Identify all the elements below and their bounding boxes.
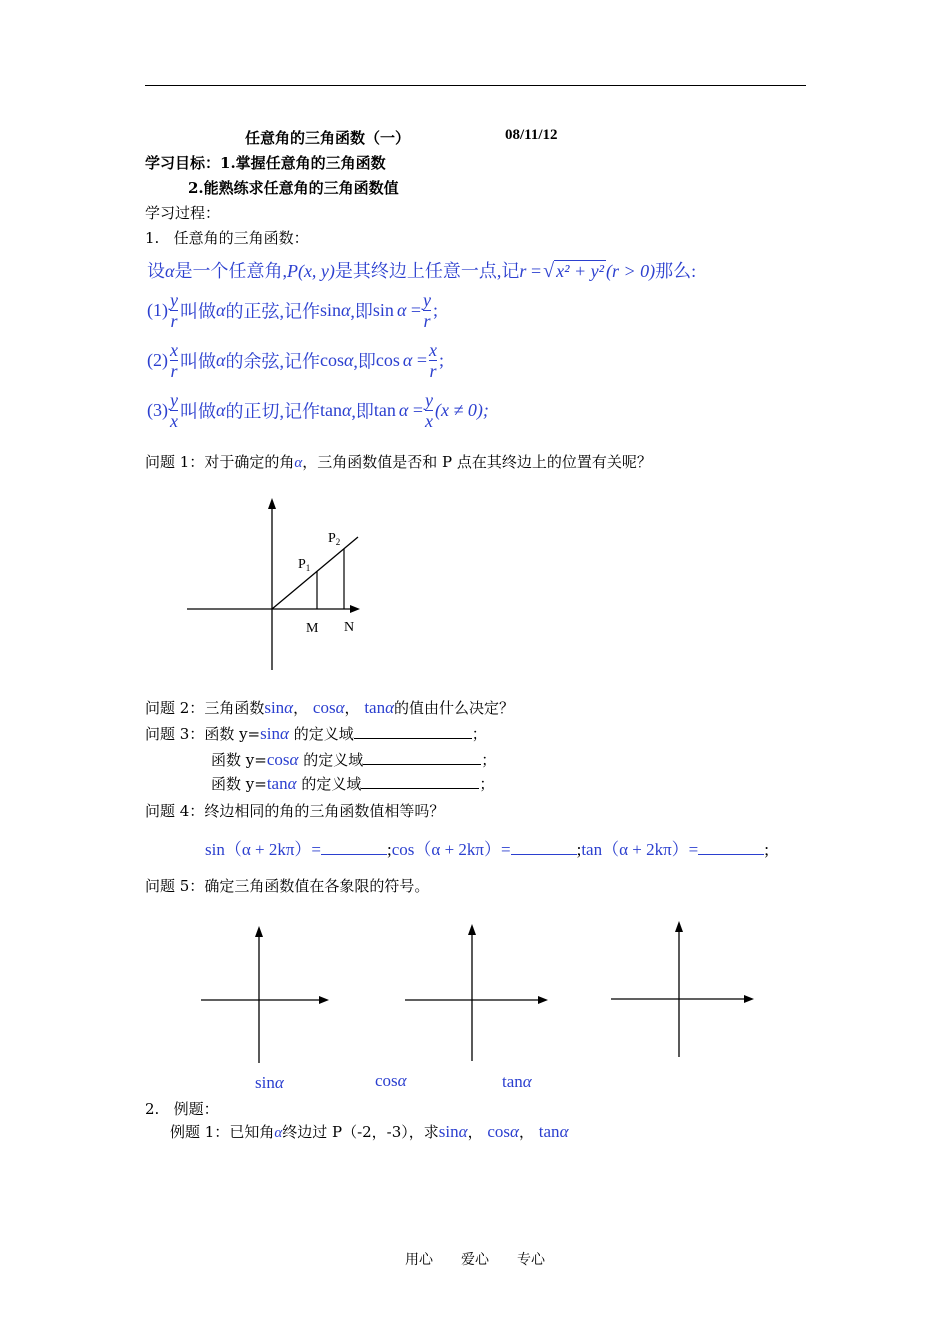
terminal-side-diagram [180, 490, 380, 675]
answer-blank[interactable] [321, 840, 387, 855]
label-n: N [344, 620, 355, 635]
sqrt-expression: √ x² + y² [543, 260, 604, 282]
def-row-cosine: (2) $\frac{x}{r}$ 叫做α的余弦,记作cosα,即cos α = $\frac{x}{r}$ ; [147, 340, 445, 381]
y-axis-arrow [675, 921, 683, 932]
objective-1: 1.掌握任意角的三角函数 [220, 154, 386, 172]
definition-line: 设α是一个任意角,P(x, y)是其终边上任意一点,记r = √ x² + y² (r > 0)那么: [147, 260, 697, 282]
sign-axes-sin [195, 920, 335, 1068]
periodicity-formulas: sin（α + 2kπ）= ;cos（α + 2kπ）= ;tan（α + 2kπ）= ; [205, 840, 769, 859]
answer-blank[interactable] [361, 774, 479, 789]
label-p2: $P_2$ [328, 531, 341, 547]
fraction: $\frac{y}{x}$ [170, 390, 178, 431]
objective-2: 2.能熟练求任意角的三角函数值 [188, 179, 399, 197]
objectives-line1 [145, 152, 386, 173]
question-4: 问题 4：终边相同的角的三角函数值相等吗？ [145, 802, 445, 820]
answer-blank[interactable] [511, 840, 577, 855]
answer-blank[interactable] [354, 724, 472, 739]
axes-label-sin: sinα [255, 1073, 284, 1092]
header-rule [145, 85, 806, 86]
axes-label-tan: tanα [502, 1072, 532, 1091]
page-title: 任意角的三角函数（一） [245, 129, 411, 147]
example-1: 例题 1：已知角α终边过 P（-2，-3），求sinα， cosα， tanα [170, 1122, 569, 1141]
page-date: 08/11/12 [505, 127, 558, 143]
x-axis-arrow [744, 995, 754, 1003]
y-axis-arrow [255, 926, 263, 937]
y-axis-arrow [268, 498, 276, 509]
label-m: M [306, 621, 319, 636]
axes-label-cos: cosα [375, 1071, 407, 1090]
sign-axes-tan [608, 915, 758, 1060]
def-row-sine: (1) $\frac{y}{r}$ 叫做α的正弦,记作sinα,即sin α = $\frac{y}{r}$ ; [147, 290, 439, 331]
x-axis-arrow [319, 996, 329, 1004]
section2-heading: 2. 例题： [145, 1100, 219, 1118]
question-1: 问题 1：对于确定的角α，三角函数值是否和 P 点在其终边上的位置有关呢？ [145, 453, 652, 471]
question-3-cos: 函数 y=cosα 的定义域 ； [211, 750, 497, 769]
section1-title: 任意角的三角函数： [173, 229, 309, 247]
question-5: 问题 5：确定三角函数值在各象限的符号。 [145, 877, 430, 895]
objectives-label: 学习目标： [145, 154, 221, 172]
answer-blank[interactable] [698, 840, 764, 855]
x-axis-arrow [538, 996, 548, 1004]
y-axis-arrow [468, 924, 476, 935]
answer-blank[interactable] [363, 750, 481, 765]
fraction: $\frac{y}{r}$ [170, 290, 178, 331]
label-p1: $P_1$ [298, 557, 311, 573]
def-row-tangent: (3) $\frac{y}{x}$ 叫做α的正切,记作tanα,即tan α = $\frac{y}{x}$ (x ≠ 0); [147, 390, 489, 431]
sign-axes-cos [400, 918, 555, 1066]
section1-number: 1. [145, 229, 160, 247]
process-label: 学习过程： [145, 204, 221, 222]
terminal-side [272, 537, 358, 609]
x-axis-arrow [350, 605, 360, 613]
question-3-sin: 问题 3：函数 y=sinα 的定义域 ； [145, 724, 487, 743]
page-footer: 用心 爱心 专心 [405, 1252, 545, 1268]
section1-heading [145, 227, 309, 248]
question-3-tan: 函数 y=tanα 的定义域 ； [211, 774, 495, 793]
fraction: $\frac{x}{r}$ [170, 340, 178, 381]
question-2: 问题 2：三角函数sinα， cosα， tanα的值由什么决定？ [145, 698, 515, 717]
